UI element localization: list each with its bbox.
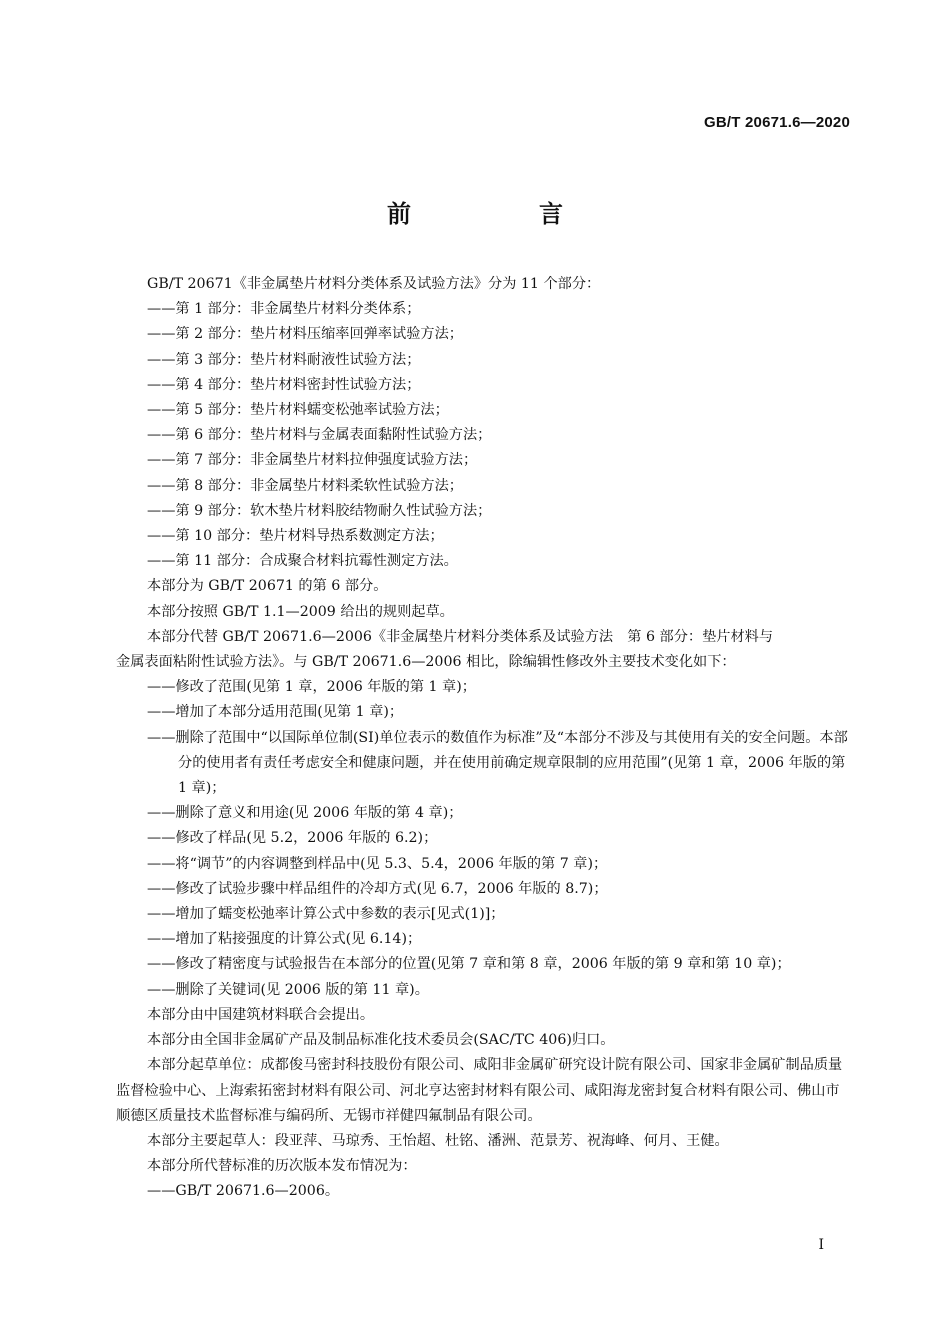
list-item: ——第 6 部分：垫片材料与金属表面黏附性试验方法； (147, 427, 492, 444)
list-item: ——第 10 部分：垫片材料导热系数测定方法； (147, 528, 444, 545)
paragraph: 本部分由全国非金属矿产品及制品标准化技术委员会(SAC/TC 406)归口。 (147, 1032, 615, 1049)
list-item: ——第 5 部分：垫片材料蠕变松弛率试验方法； (147, 402, 449, 419)
standard-code: GB/T 20671.6—2020 (704, 114, 850, 131)
list-item: ——增加了蠕变松弛率计算公式中参数的表示[见式(1)]； (147, 906, 505, 923)
list-item: ——删除了关键词(见 2006 版的第 11 章)。 (147, 981, 429, 998)
list-item: ——将“调节”的内容调整到样品中(见 5.3、5.4，2006 年版的第 7 章)； (147, 855, 608, 872)
page-number: I (818, 1237, 824, 1253)
paragraph: 本部分主要起草人：段亚萍、马琼秀、王怡超、杜铭、潘洲、范景芳、祝海峰、何月、王健。 (147, 1132, 729, 1149)
paragraph: 本部分起草单位：成都俊马密封科技股份有限公司、咸阳非金属矿研究设计院有限公司、国家非金属矿制品质量监督检验中心、上海索拓密封材料有限公司、河北亨达密封材料有限公司、咸阳海龙密封复合材料有限公司、佛山市顺德区质量技术监督标准与编码所、无锡市祥健四氟制品有限公司。 (116, 1057, 843, 1124)
paragraph: 本部分由中国建筑材料联合会提出。 (147, 1006, 375, 1023)
list-item: ——第 8 部分：非金属垫片材料柔软性试验方法； (147, 477, 463, 494)
paragraph: 金属表面粘附性试验方法》。与 GB/T 20671.6—2006 相比，除编辑性修改外主要技术变化如下： (116, 654, 736, 671)
list-item: ——第 3 部分：垫片材料耐液性试验方法； (147, 351, 421, 368)
list-item: ——第 9 部分：软木垫片材料胶结物耐久性试验方法； (147, 502, 492, 519)
list-item: ——第 7 部分：非金属垫片材料拉伸强度试验方法； (147, 452, 478, 469)
list-item: ——删除了范围中“以国际单位制(SI)单位表示的数值作为标准”及“本部分不涉及与其使用有关的安全问题。本部分的使用者有责任考虑安全和健康问题，并在使用前确定规章限制的应用范围”(见第 1 章，2006 年版的第 1 章)； (147, 729, 848, 797)
list-item: ——增加了粘接强度的计算公式(见 6.14)； (147, 931, 422, 948)
list-item: ——GB/T 20671.6—2006。 (147, 1183, 340, 1200)
paragraph: GB/T 20671《非金属垫片材料分类体系及试验方法》分为 11 个部分： (147, 276, 601, 292)
paragraph: 本部分按照 GB/T 1.1—2009 给出的规则起草。 (147, 603, 454, 620)
paragraph: 本部分为 GB/T 20671 的第 6 部分。 (147, 578, 388, 595)
list-item: ——第 2 部分：垫片材料压缩率回弹率试验方法； (147, 326, 463, 343)
list-item: ——第 1 部分：非金属垫片材料分类体系； (147, 301, 421, 318)
list-item: ——删除了意义和用途(见 2006 年版的第 4 章)； (147, 805, 463, 822)
list-item: ——修改了范围(见第 1 章，2006 年版的第 1 章)； (147, 679, 476, 696)
list-item: ——第 11 部分：合成聚合材料抗霉性测定方法。 (147, 553, 458, 570)
list-item: ——修改了样品(见 5.2，2006 年版的 6.2)； (147, 830, 438, 847)
list-item: ——第 4 部分：垫片材料密封性试验方法； (147, 376, 421, 393)
list-item: ——修改了试验步骤中样品组件的冷却方式(见 6.7，2006 年版的 8.7)； (147, 880, 608, 897)
list-item: ——增加了本部分适用范围(见第 1 章)； (147, 704, 404, 721)
paragraph: 本部分代替 GB/T 20671.6—2006《非金属垫片材料分类体系及试验方法 第 6 部分：垫片材料与 (147, 628, 774, 645)
list-item: ——修改了精密度与试验报告在本部分的位置(见第 7 章和第 8 章，2006 年版的第 9 章和第 10 章)； (147, 956, 791, 973)
page-title: 前 言 (387, 200, 615, 228)
paragraph: 本部分所代替标准的历次版本发布情况为： (147, 1158, 417, 1175)
document-body (116, 272, 852, 1205)
